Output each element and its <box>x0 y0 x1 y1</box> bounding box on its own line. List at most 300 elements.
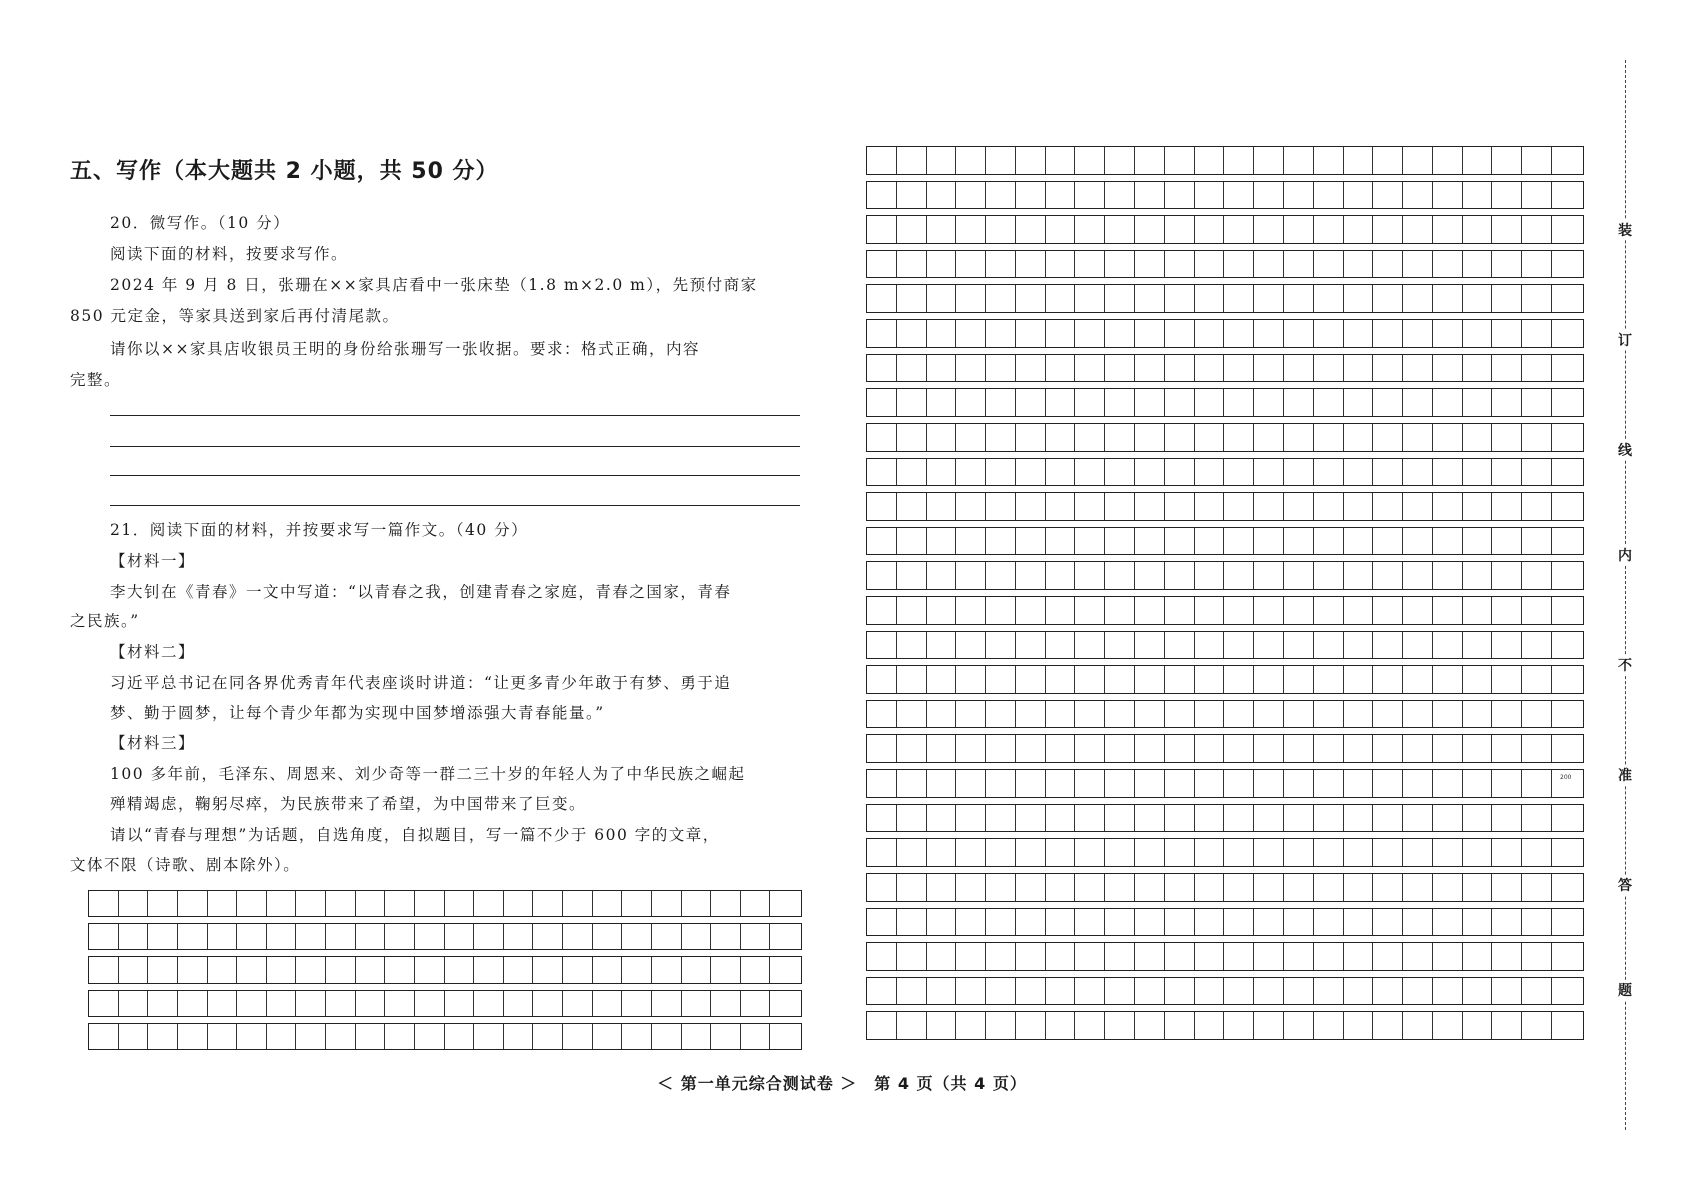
grid-cell[interactable] <box>1492 147 1522 174</box>
grid-cell[interactable] <box>1075 632 1105 659</box>
grid-cell[interactable] <box>504 891 534 916</box>
grid-cell[interactable] <box>682 891 712 916</box>
grid-cell[interactable] <box>1344 389 1374 416</box>
grid-cell[interactable] <box>652 1024 682 1049</box>
grid-cell[interactable] <box>1552 632 1582 659</box>
grid-cell[interactable] <box>1046 459 1076 486</box>
grid-cell[interactable] <box>1463 285 1493 312</box>
grid-cell[interactable] <box>1403 285 1433 312</box>
grid-cell[interactable] <box>1344 978 1374 1005</box>
essay-grid-right[interactable] <box>866 146 1584 1046</box>
grid-cell[interactable] <box>1165 1012 1195 1039</box>
answer-line[interactable] <box>110 446 800 447</box>
grid-cell[interactable] <box>927 943 957 970</box>
grid-cell[interactable] <box>986 701 1016 728</box>
grid-cell[interactable] <box>1522 459 1552 486</box>
grid-cell[interactable] <box>1046 182 1076 209</box>
grid-cell[interactable] <box>1403 528 1433 555</box>
grid-cell[interactable] <box>1016 147 1046 174</box>
grid-cell[interactable] <box>1075 528 1105 555</box>
grid-cell[interactable] <box>867 909 897 936</box>
grid-cell[interactable] <box>1314 147 1344 174</box>
grid-cell[interactable] <box>1403 355 1433 382</box>
grid-cell[interactable] <box>867 874 897 901</box>
grid-cell[interactable] <box>1463 562 1493 589</box>
grid-cell[interactable] <box>956 424 986 451</box>
grid-cell[interactable] <box>1016 355 1046 382</box>
grid-cell[interactable] <box>1075 493 1105 520</box>
grid-cell[interactable] <box>741 991 771 1016</box>
grid-cell[interactable] <box>1224 701 1254 728</box>
grid-cell[interactable] <box>1492 735 1522 762</box>
grid-cell[interactable] <box>927 320 957 347</box>
grid-cell[interactable] <box>267 924 297 949</box>
grid-cell[interactable] <box>1522 493 1552 520</box>
grid-cell[interactable] <box>1373 389 1403 416</box>
grid-cell[interactable] <box>533 891 563 916</box>
grid-cell[interactable] <box>1224 943 1254 970</box>
grid-cell[interactable] <box>1195 182 1225 209</box>
grid-cell[interactable] <box>1165 562 1195 589</box>
grid-cell[interactable] <box>986 943 1016 970</box>
grid-cell[interactable] <box>1075 805 1105 832</box>
grid-cell[interactable] <box>897 1012 927 1039</box>
grid-cell[interactable] <box>1016 528 1046 555</box>
grid-cell[interactable] <box>1135 147 1165 174</box>
grid-cell[interactable] <box>867 978 897 1005</box>
grid-cell[interactable] <box>385 957 415 982</box>
grid-cell[interactable] <box>1373 182 1403 209</box>
grid-cell[interactable] <box>867 770 897 797</box>
grid-cell[interactable] <box>652 924 682 949</box>
grid-cell[interactable] <box>897 770 927 797</box>
grid-cell[interactable] <box>1314 355 1344 382</box>
grid-cell[interactable] <box>1075 251 1105 278</box>
grid-cell[interactable] <box>1165 285 1195 312</box>
grid-cell[interactable] <box>1224 839 1254 866</box>
grid-cell[interactable] <box>1105 389 1135 416</box>
grid-cell[interactable] <box>956 909 986 936</box>
grid-cell[interactable] <box>1165 597 1195 624</box>
grid-cell[interactable] <box>1314 735 1344 762</box>
grid-cell[interactable] <box>1433 424 1463 451</box>
grid-cell[interactable] <box>956 839 986 866</box>
grid-cell[interactable] <box>1135 839 1165 866</box>
grid-cell[interactable] <box>1403 666 1433 693</box>
grid-cell[interactable] <box>1373 770 1403 797</box>
grid-cell[interactable] <box>1284 735 1314 762</box>
grid-cell[interactable] <box>1254 666 1284 693</box>
grid-cell[interactable] <box>1016 666 1046 693</box>
grid-cell[interactable] <box>927 701 957 728</box>
grid-cell[interactable] <box>986 285 1016 312</box>
grid-cell[interactable] <box>1254 285 1284 312</box>
grid-cell[interactable] <box>1105 493 1135 520</box>
grid-cell[interactable] <box>927 251 957 278</box>
grid-cell[interactable] <box>1135 562 1165 589</box>
grid-cell[interactable] <box>956 389 986 416</box>
grid-cell[interactable] <box>1344 874 1374 901</box>
grid-cell[interactable] <box>1314 493 1344 520</box>
grid-cell[interactable] <box>1254 978 1284 1005</box>
grid-cell[interactable] <box>1344 1012 1374 1039</box>
grid-cell[interactable] <box>1344 355 1374 382</box>
grid-cell[interactable] <box>1135 424 1165 451</box>
grid-cell[interactable] <box>986 1012 1016 1039</box>
grid-cell[interactable] <box>986 355 1016 382</box>
grid-cell[interactable] <box>867 459 897 486</box>
grid-cell[interactable] <box>1165 666 1195 693</box>
grid-cell[interactable] <box>927 666 957 693</box>
grid-cell[interactable] <box>1403 597 1433 624</box>
grid-cell[interactable] <box>1105 1012 1135 1039</box>
grid-cell[interactable] <box>1224 459 1254 486</box>
grid-cell[interactable] <box>1135 978 1165 1005</box>
grid-cell[interactable] <box>1433 459 1463 486</box>
grid-cell[interactable] <box>1373 528 1403 555</box>
grid-cell[interactable] <box>1463 251 1493 278</box>
grid-cell[interactable] <box>1522 666 1552 693</box>
grid-cell[interactable] <box>956 770 986 797</box>
grid-cell[interactable] <box>385 891 415 916</box>
grid-cell[interactable] <box>1075 666 1105 693</box>
grid-cell[interactable] <box>1046 147 1076 174</box>
grid-cell[interactable] <box>897 597 927 624</box>
grid-cell[interactable] <box>1075 320 1105 347</box>
grid-cell[interactable] <box>1195 770 1225 797</box>
grid-cell[interactable] <box>1403 147 1433 174</box>
grid-cell[interactable] <box>208 1024 238 1049</box>
grid-cell[interactable] <box>1224 909 1254 936</box>
grid-cell[interactable] <box>1492 493 1522 520</box>
grid-cell[interactable] <box>1135 1012 1165 1039</box>
grid-cell[interactable] <box>1373 735 1403 762</box>
grid-cell[interactable] <box>927 632 957 659</box>
grid-cell[interactable] <box>1135 493 1165 520</box>
grid-cell[interactable] <box>1195 216 1225 243</box>
grid-cell[interactable] <box>1284 701 1314 728</box>
grid-cell[interactable] <box>474 924 504 949</box>
grid-cell[interactable] <box>356 891 386 916</box>
grid-cell[interactable] <box>1373 355 1403 382</box>
grid-cell[interactable] <box>1135 355 1165 382</box>
grid-cell[interactable] <box>1224 632 1254 659</box>
grid-cell[interactable] <box>1373 632 1403 659</box>
grid-cell[interactable] <box>1195 735 1225 762</box>
grid-cell[interactable] <box>1314 839 1344 866</box>
grid-cell[interactable] <box>1195 701 1225 728</box>
grid-cell[interactable] <box>1016 839 1046 866</box>
grid-cell[interactable] <box>237 991 267 1016</box>
grid-cell[interactable] <box>1522 770 1552 797</box>
grid-cell[interactable] <box>1135 770 1165 797</box>
grid-cell[interactable] <box>296 891 326 916</box>
grid-cell[interactable] <box>1016 978 1046 1005</box>
grid-cell[interactable] <box>1135 528 1165 555</box>
grid-cell[interactable] <box>1314 805 1344 832</box>
grid-cell[interactable] <box>1522 978 1552 1005</box>
grid-cell[interactable] <box>897 805 927 832</box>
grid-cell[interactable] <box>415 891 445 916</box>
grid-cell[interactable] <box>956 459 986 486</box>
grid-cell[interactable] <box>1254 147 1284 174</box>
grid-cell[interactable] <box>1403 909 1433 936</box>
grid-cell[interactable] <box>897 493 927 520</box>
grid-cell[interactable] <box>1195 562 1225 589</box>
grid-cell[interactable] <box>1284 770 1314 797</box>
grid-cell[interactable] <box>1284 424 1314 451</box>
grid-cell[interactable] <box>1463 839 1493 866</box>
grid-cell[interactable] <box>1165 805 1195 832</box>
grid-cell[interactable] <box>1433 978 1463 1005</box>
grid-cell[interactable] <box>1373 978 1403 1005</box>
grid-cell[interactable] <box>897 216 927 243</box>
grid-cell[interactable] <box>1046 355 1076 382</box>
grid-cell[interactable] <box>1492 978 1522 1005</box>
grid-cell[interactable] <box>1105 216 1135 243</box>
grid-cell[interactable] <box>682 957 712 982</box>
grid-cell[interactable] <box>711 891 741 916</box>
grid-cell[interactable] <box>1433 389 1463 416</box>
grid-cell[interactable] <box>1254 424 1284 451</box>
grid-cell[interactable] <box>956 632 986 659</box>
grid-cell[interactable] <box>897 459 927 486</box>
grid-cell[interactable] <box>1403 389 1433 416</box>
grid-cell[interactable] <box>1463 389 1493 416</box>
grid-cell[interactable] <box>986 909 1016 936</box>
grid-cell[interactable] <box>1314 424 1344 451</box>
grid-cell[interactable] <box>1552 839 1582 866</box>
grid-cell[interactable] <box>1552 528 1582 555</box>
grid-cell[interactable] <box>1254 562 1284 589</box>
grid-cell[interactable] <box>1075 285 1105 312</box>
grid-cell[interactable] <box>1016 285 1046 312</box>
grid-cell[interactable] <box>1165 909 1195 936</box>
grid-cell[interactable] <box>1284 839 1314 866</box>
grid-cell[interactable] <box>1492 182 1522 209</box>
grid-cell[interactable] <box>1492 562 1522 589</box>
grid-cell[interactable] <box>1433 147 1463 174</box>
grid-cell[interactable] <box>178 1024 208 1049</box>
grid-cell[interactable] <box>1016 943 1046 970</box>
grid-cell[interactable] <box>1016 597 1046 624</box>
grid-cell[interactable] <box>1135 874 1165 901</box>
grid-cell[interactable] <box>1403 216 1433 243</box>
grid-cell[interactable] <box>1463 666 1493 693</box>
grid-cell[interactable] <box>1284 562 1314 589</box>
grid-cell[interactable] <box>1195 632 1225 659</box>
grid-cell[interactable] <box>1344 562 1374 589</box>
grid-cell[interactable] <box>1016 320 1046 347</box>
grid-cell[interactable] <box>208 957 238 982</box>
grid-cell[interactable] <box>1314 770 1344 797</box>
grid-cell[interactable] <box>474 1024 504 1049</box>
grid-cell[interactable] <box>1046 770 1076 797</box>
grid-cell[interactable] <box>1165 770 1195 797</box>
grid-cell[interactable] <box>1433 251 1463 278</box>
grid-cell[interactable] <box>986 147 1016 174</box>
grid-cell[interactable] <box>1492 943 1522 970</box>
grid-cell[interactable] <box>1105 805 1135 832</box>
grid-cell[interactable] <box>1284 182 1314 209</box>
grid-cell[interactable] <box>711 957 741 982</box>
grid-cell[interactable] <box>927 978 957 1005</box>
grid-cell[interactable] <box>356 957 386 982</box>
answer-line[interactable] <box>110 475 800 476</box>
grid-cell[interactable] <box>1522 632 1552 659</box>
grid-cell[interactable] <box>1284 978 1314 1005</box>
grid-cell[interactable] <box>1492 389 1522 416</box>
grid-cell[interactable] <box>445 1024 475 1049</box>
grid-cell[interactable] <box>897 943 927 970</box>
grid-cell[interactable] <box>1552 320 1582 347</box>
grid-cell[interactable] <box>1195 666 1225 693</box>
grid-cell[interactable] <box>956 978 986 1005</box>
grid-cell[interactable] <box>1224 597 1254 624</box>
grid-cell[interactable] <box>89 924 119 949</box>
grid-cell[interactable] <box>1224 666 1254 693</box>
grid-cell[interactable] <box>1492 424 1522 451</box>
grid-cell[interactable] <box>208 891 238 916</box>
grid-cell[interactable] <box>1075 770 1105 797</box>
grid-cell[interactable] <box>1165 874 1195 901</box>
grid-cell[interactable] <box>867 320 897 347</box>
grid-cell[interactable] <box>1552 978 1582 1005</box>
grid-cell[interactable] <box>1135 805 1165 832</box>
grid-cell[interactable] <box>1284 805 1314 832</box>
grid-cell[interactable] <box>1403 701 1433 728</box>
grid-cell[interactable] <box>770 957 800 982</box>
grid-cell[interactable] <box>1016 770 1046 797</box>
grid-cell[interactable] <box>1373 1012 1403 1039</box>
grid-cell[interactable] <box>1284 251 1314 278</box>
grid-cell[interactable] <box>445 957 475 982</box>
grid-cell[interactable] <box>927 909 957 936</box>
grid-cell[interactable] <box>148 957 178 982</box>
grid-cell[interactable] <box>148 991 178 1016</box>
grid-cell[interactable] <box>1433 1012 1463 1039</box>
grid-cell[interactable] <box>1522 285 1552 312</box>
grid-cell[interactable] <box>622 957 652 982</box>
grid-cell[interactable] <box>415 957 445 982</box>
grid-cell[interactable] <box>593 1024 623 1049</box>
grid-cell[interactable] <box>1195 320 1225 347</box>
grid-cell[interactable] <box>1314 874 1344 901</box>
grid-cell[interactable] <box>1522 320 1552 347</box>
grid-cell[interactable] <box>986 839 1016 866</box>
grid-cell[interactable] <box>956 562 986 589</box>
grid-cell[interactable] <box>1224 770 1254 797</box>
grid-cell[interactable] <box>563 991 593 1016</box>
grid-cell[interactable] <box>1165 216 1195 243</box>
grid-cell[interactable] <box>1373 251 1403 278</box>
grid-cell[interactable] <box>1522 874 1552 901</box>
grid-cell[interactable] <box>1373 147 1403 174</box>
grid-cell[interactable] <box>1522 597 1552 624</box>
grid-cell[interactable] <box>1135 632 1165 659</box>
grid-cell[interactable] <box>1373 597 1403 624</box>
grid-cell[interactable] <box>1373 909 1403 936</box>
grid-cell[interactable] <box>1433 632 1463 659</box>
grid-cell[interactable] <box>1224 216 1254 243</box>
grid-cell[interactable] <box>1224 978 1254 1005</box>
grid-cell[interactable] <box>1522 182 1552 209</box>
grid-cell[interactable] <box>445 924 475 949</box>
grid-cell[interactable] <box>445 991 475 1016</box>
grid-cell[interactable] <box>927 493 957 520</box>
grid-cell[interactable] <box>267 957 297 982</box>
grid-cell[interactable] <box>1105 943 1135 970</box>
grid-cell[interactable] <box>563 1024 593 1049</box>
grid-cell[interactable] <box>1522 251 1552 278</box>
grid-cell[interactable] <box>1075 216 1105 243</box>
grid-cell[interactable] <box>1165 355 1195 382</box>
grid-cell[interactable] <box>1552 909 1582 936</box>
grid-cell[interactable] <box>956 216 986 243</box>
grid-cell[interactable] <box>682 924 712 949</box>
grid-cell[interactable] <box>1165 632 1195 659</box>
grid-cell[interactable] <box>1522 424 1552 451</box>
grid-cell[interactable] <box>119 891 149 916</box>
grid-cell[interactable] <box>1463 355 1493 382</box>
grid-cell[interactable] <box>1492 216 1522 243</box>
grid-cell[interactable] <box>1254 1012 1284 1039</box>
grid-cell[interactable] <box>927 147 957 174</box>
grid-cell[interactable] <box>1075 147 1105 174</box>
grid-cell[interactable] <box>1373 424 1403 451</box>
grid-cell[interactable] <box>474 891 504 916</box>
grid-cell[interactable] <box>956 597 986 624</box>
grid-cell[interactable] <box>1135 285 1165 312</box>
grid-cell[interactable] <box>1254 735 1284 762</box>
grid-cell[interactable] <box>1075 978 1105 1005</box>
grid-cell[interactable] <box>956 147 986 174</box>
grid-cell[interactable] <box>867 562 897 589</box>
grid-cell[interactable] <box>1016 735 1046 762</box>
grid-cell[interactable] <box>1403 562 1433 589</box>
grid-cell[interactable] <box>1254 839 1284 866</box>
grid-cell[interactable] <box>897 285 927 312</box>
grid-cell[interactable] <box>1165 735 1195 762</box>
grid-cell[interactable] <box>1254 528 1284 555</box>
grid-cell[interactable] <box>1284 285 1314 312</box>
grid-cell[interactable] <box>1433 770 1463 797</box>
grid-cell[interactable] <box>148 924 178 949</box>
grid-cell[interactable] <box>897 701 927 728</box>
grid-cell[interactable] <box>986 320 1016 347</box>
grid-cell[interactable] <box>1552 666 1582 693</box>
grid-cell[interactable] <box>927 1012 957 1039</box>
grid-cell[interactable] <box>956 355 986 382</box>
grid-cell[interactable] <box>927 182 957 209</box>
grid-cell[interactable] <box>1224 1012 1254 1039</box>
grid-cell[interactable] <box>622 891 652 916</box>
grid-cell[interactable] <box>1135 182 1165 209</box>
grid-cell[interactable] <box>711 991 741 1016</box>
grid-cell[interactable] <box>563 891 593 916</box>
grid-cell[interactable] <box>986 978 1016 1005</box>
grid-cell[interactable] <box>867 632 897 659</box>
grid-cell[interactable] <box>897 978 927 1005</box>
grid-cell[interactable] <box>1344 216 1374 243</box>
grid-cell[interactable] <box>1403 320 1433 347</box>
grid-cell[interactable] <box>1284 597 1314 624</box>
grid-cell[interactable] <box>1195 251 1225 278</box>
grid-cell[interactable] <box>1403 182 1433 209</box>
grid-cell[interactable] <box>897 839 927 866</box>
grid-cell[interactable] <box>1075 909 1105 936</box>
grid-cell[interactable] <box>1105 320 1135 347</box>
